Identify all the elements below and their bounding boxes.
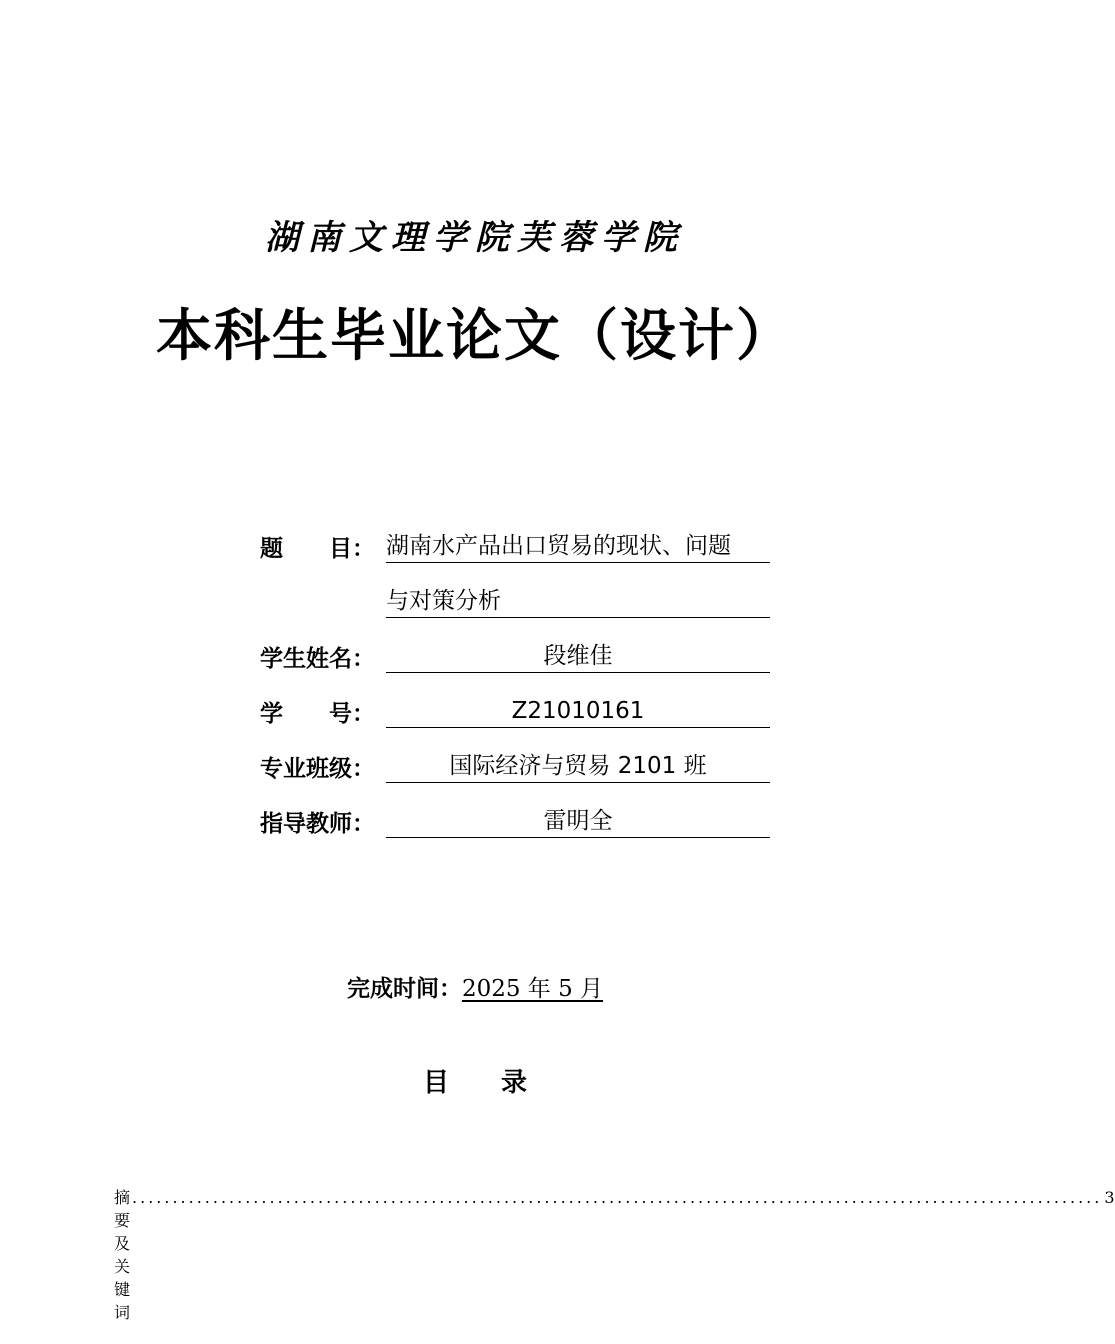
toc-leader-dots: ........................................................................................................................: [132, 1188, 1103, 1207]
field-label: 专业班级：: [260, 756, 375, 782]
field-label: 题 目：: [260, 536, 375, 562]
student-name-value: 段维佳: [386, 640, 770, 673]
completion-date: [0, 970, 950, 1003]
field-label: 指导教师：: [260, 811, 375, 837]
thesis-title-line2: 与对策分析: [386, 585, 770, 618]
thesis-title-line1: 湖南水产品出口贸易的现状、问题: [386, 530, 770, 563]
document-title: 本科生毕业论文（设计）: [156, 304, 794, 369]
field-label: 学生姓名：: [260, 646, 375, 672]
field-title: [260, 530, 780, 564]
field-student-id: [260, 695, 780, 729]
student-id-value: Z21010161: [386, 695, 770, 728]
field-student-name: [260, 640, 780, 674]
college-name: 湖南文理学院芙蓉学院: [265, 218, 685, 258]
advisor-value: 雷明全: [386, 805, 770, 838]
toc-entry-text: 摘要及关键词: [114, 1188, 131, 1322]
toc-entry[interactable]: [114, 1185, 1115, 1323]
toc-title: 目 录: [422, 1068, 527, 1098]
completion-label: 完成时间：: [346, 976, 462, 1002]
completion-value: 2025 年 5 月: [461, 976, 604, 1002]
field-class: [260, 750, 780, 784]
class-value: 国际经济与贸易 2101 班: [386, 750, 770, 783]
field-label: 学 号：: [260, 701, 375, 727]
field-advisor: [260, 805, 780, 839]
field-title-cont: [260, 585, 780, 619]
toc-entry-page: 3: [1104, 1188, 1115, 1207]
